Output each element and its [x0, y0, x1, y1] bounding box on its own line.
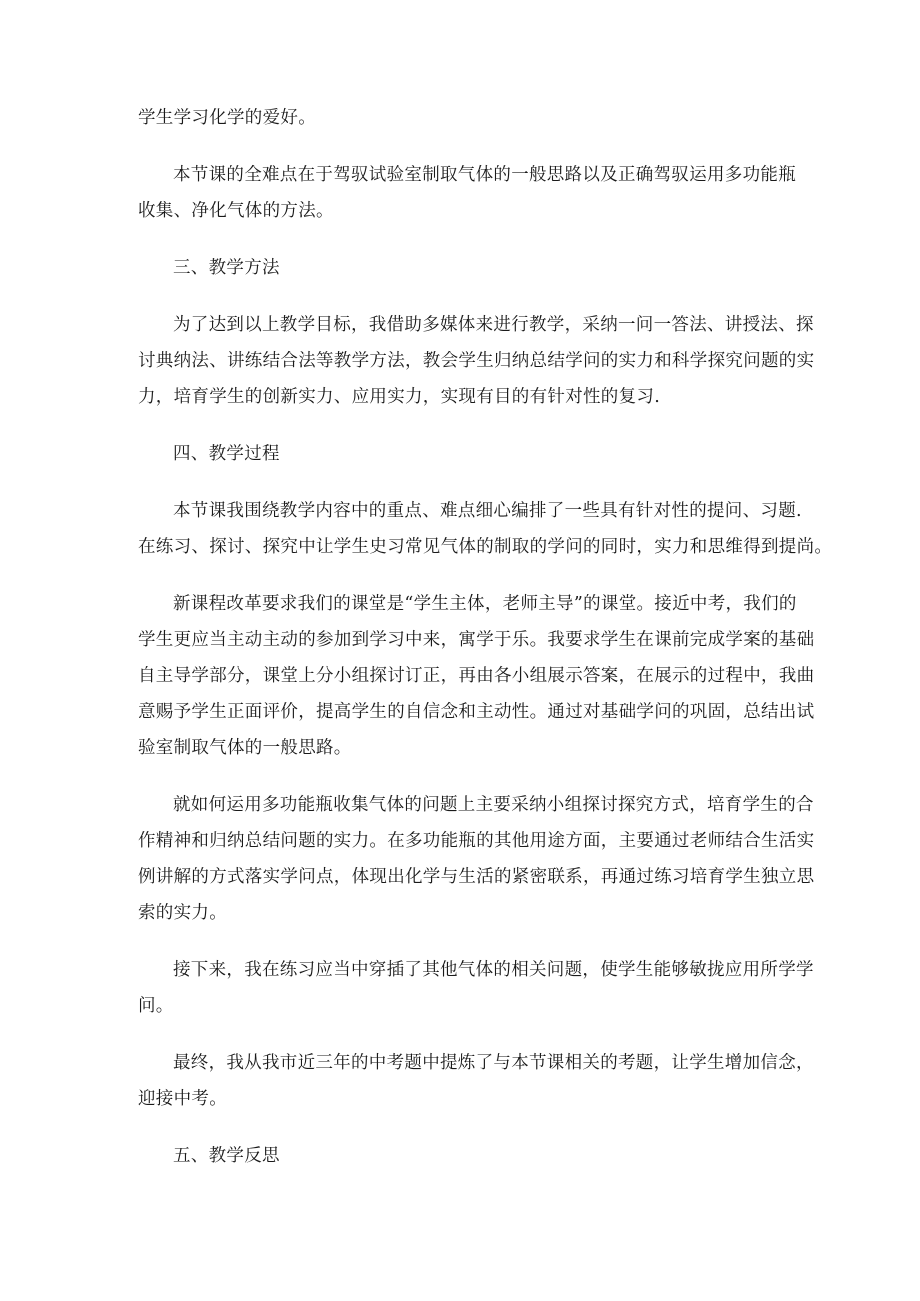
paragraph-methods — [138, 307, 815, 415]
paragraph-key-points — [138, 157, 796, 229]
text-line: 问。 — [138, 996, 174, 1016]
heading-text: 四、教学过程 — [173, 444, 280, 464]
text-line: 收集、净化气体的方法。 — [138, 201, 334, 221]
text-line: 为了达到以上教学目标，我借助多媒体来进行教学，采纳一问一答法、讲授法、探 — [173, 315, 814, 335]
heading-text: 三、教学方法 — [173, 258, 280, 278]
text-line: 本节课的全难点在于驾驭试验室制取气体的一般思路以及正确驾驭运用多功能瓶 — [173, 165, 796, 185]
text-line: 就如何运用多功能瓶收集气体的问题上主要采纳小组探讨探究方式，培育学生的合 — [173, 795, 814, 815]
paragraph-curriculum-reform — [138, 586, 815, 766]
text-line: 意赐予学生正面评价，提高学生的自信念和主动性。通过对基础学问的巩固，总结出试 — [138, 702, 815, 722]
text-line: 自主导学部分，课堂上分小组探讨订正，再由各小组展示答案，在展示的过程中，我曲 — [138, 666, 815, 686]
text-line: 接下来，我在练习应当中穿插了其他气体的相关问题，使学生能够敏拢应用所学学 — [173, 960, 814, 980]
paragraph-exam-questions — [138, 1045, 814, 1117]
text-line: 讨典纳法、讲练结合法等教学方法，教会学生归纳总结学问的实力和科学探究问题的实 — [138, 351, 815, 371]
heading-text: 五、教学反思 — [173, 1146, 280, 1166]
paragraph-intro-tail — [138, 100, 790, 136]
text-line: 验室制取气体的一般思路。 — [138, 738, 352, 758]
paragraph-multifunction-bottle — [138, 787, 815, 931]
section-heading-process — [138, 436, 790, 472]
paragraph-other-gases — [138, 952, 814, 1024]
text-line: 本节课我围绕教学内容中的重点、难点细心编排了一些具有针对性的提问、习题. — [173, 501, 802, 521]
text-line: 迎接中考。 — [138, 1089, 227, 1109]
text-line: 力，培育学生的创新实力、应用实力，实现有目的有针对性的复习. — [138, 387, 661, 407]
text-line: 新课程改革要求我们的课堂是“学生主体，老师主导”的课堂。接近中考，我们的 — [173, 594, 797, 614]
text-line: 作精神和归纳总结问题的实力。在多功能瓶的其他用途方面，主要通过老师结合生活实 — [138, 831, 815, 851]
text-line: 例讲解的方式落实学问点，体现出化学与生活的紧密联系，再通过练习培育学生独立思 — [138, 867, 815, 887]
text-line: 学生更应当主动主动的参加到学习中来，寓学于乐。我要求学生在课前完成学案的基础 — [138, 630, 815, 650]
section-heading-reflection — [138, 1138, 790, 1174]
text-line: 在练习、探讨、探究中让学生史习常见气体的制取的学问的同时，实力和思维得到提尚。 — [138, 537, 833, 557]
document-page — [138, 100, 833, 1174]
section-heading-methods — [138, 250, 790, 286]
text-line: 最终，我从我市近三年的中考题中提炼了与本节课相关的考题，让学生增加信念， — [173, 1053, 814, 1073]
text-line: 索的实力。 — [138, 903, 227, 923]
text-line: 学生学习化学的爱好。 — [138, 108, 316, 128]
paragraph-process — [138, 493, 833, 565]
